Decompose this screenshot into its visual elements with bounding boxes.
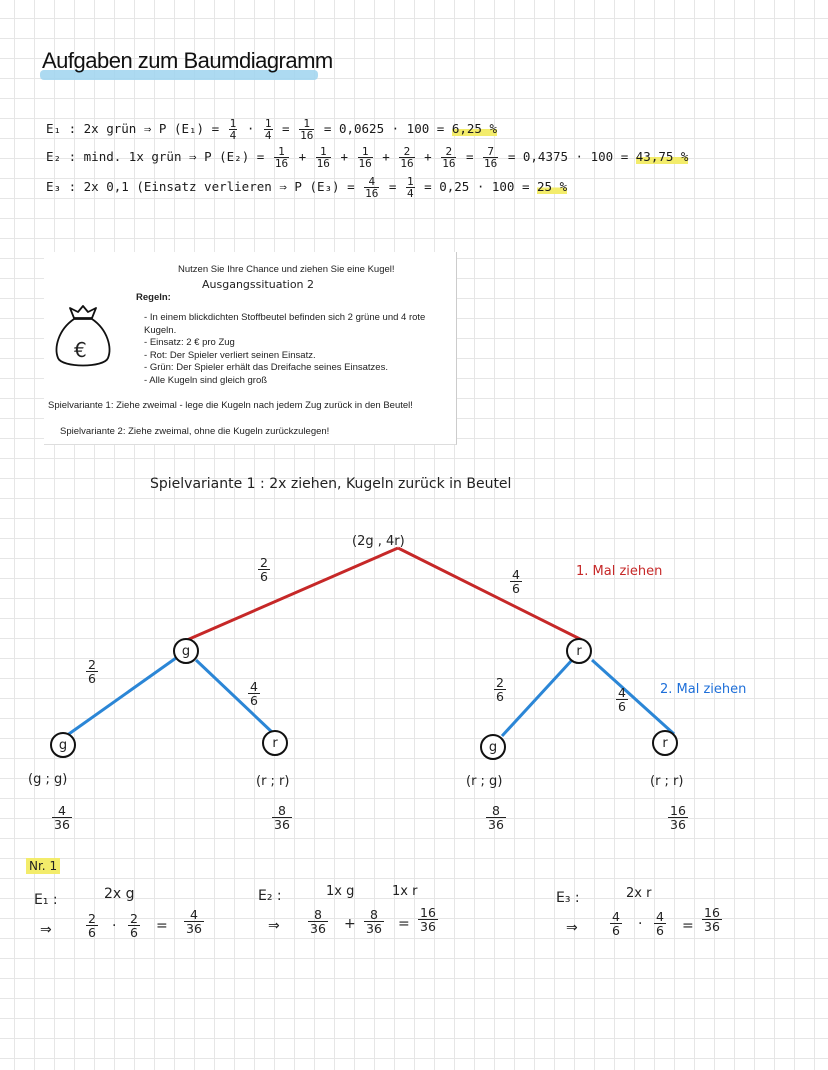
p-root-r: 4 6: [512, 567, 520, 596]
rules-label: Regeln:: [136, 292, 171, 303]
p-r-r: 4 6: [618, 685, 626, 714]
e1-result: 6,25 %: [451, 121, 497, 136]
box-handwritten-title: Ausgangssituation 2: [202, 278, 315, 291]
task-number: Nr. 1: [26, 858, 60, 874]
result-e1-dot: ·: [112, 918, 117, 934]
result-e2-note2: 1x r: [392, 884, 418, 899]
leaf-prob-2: 8 36: [274, 803, 290, 832]
e3-text: 2x 0,1 (Einsatz verlieren: [83, 179, 272, 194]
result-e2-frac-r: 16 36: [420, 905, 436, 934]
box-header: Nutzen Sie Ihre Chance und ziehen Sie eine Kugel!: [178, 264, 395, 275]
rule-item: - Einsatz: 2 € pro Zug: [144, 337, 454, 350]
result-e2-frac-b: 8 36: [366, 907, 382, 936]
result-e2-plus: +: [344, 916, 356, 932]
e3-frac-2: $\frac{1}{4}$: [406, 175, 414, 200]
variant-2: Spielvariante 2: Ziehe zweimal, ohne die Kugeln zurückzulegen!: [60, 426, 330, 437]
result-e2-eq: =: [398, 916, 410, 932]
first-draw-label: 1. Mal ziehen: [576, 564, 663, 579]
leaf-pair-3: (r ; g): [466, 774, 503, 789]
branch-root-r: [398, 548, 582, 640]
branch-r-g: [502, 660, 572, 736]
branch-r-r: [592, 660, 674, 734]
leaf-node-3: g: [480, 734, 506, 760]
e3-frac-1: $\frac{4}{16}$: [365, 175, 379, 200]
leaf-node-4: r: [652, 730, 678, 756]
result-e2-frac-a: 8 36: [310, 907, 326, 936]
e2-frac-4: $\frac{2}{16}$: [400, 145, 414, 170]
leaf-pair-1: (g ; g): [28, 772, 68, 787]
result-e3-frac-r: 16 36: [704, 905, 720, 934]
e1-text: 2x grün: [83, 121, 137, 136]
result-e1-frac-b: 2 6: [130, 911, 138, 940]
e2-frac-2: $\frac{1}{16}$: [316, 145, 330, 170]
e3-result: 25 %: [537, 179, 568, 194]
result-e1-arrow: ⇒: [40, 922, 52, 938]
e3-label: E₃ :: [46, 179, 77, 194]
bag-euro-symbol: €: [74, 338, 87, 362]
rule-item: - Alle Kugeln sind gleich groß: [144, 375, 454, 388]
leaf-pair-4: (r ; r): [650, 774, 684, 789]
branch-root-g: [187, 548, 398, 640]
result-e3-arrow: ⇒: [566, 920, 578, 936]
page-title: Aufgaben zum Baumdiagramm: [42, 48, 333, 73]
p-r-g: 2 6: [496, 675, 504, 704]
leaf-prob-4: 16 36: [670, 803, 686, 832]
result-e1-eq: =: [156, 918, 168, 934]
result-e3-frac-a: 4 6: [612, 909, 620, 938]
e1-frac-1: $\frac{1}{4}$: [229, 117, 237, 142]
leaf-prob-1: 4 36: [54, 803, 70, 832]
result-e3-frac-b: 4 6: [656, 909, 664, 938]
node-g-level1: g: [173, 638, 199, 664]
e1-frac-3: $\frac{1}{16}$: [300, 117, 314, 142]
p-g-r: 4 6: [250, 679, 258, 708]
result-e1-label: E₁ :: [34, 892, 58, 908]
second-draw-label: 2. Mal ziehen: [660, 682, 747, 697]
rule-item: - Rot: Der Spieler verliert seinen Einsatz.: [144, 350, 454, 363]
rule-item: - Grün: Der Spieler erhält das Dreifache seines Einsatzes.: [144, 362, 454, 375]
leaf-node-1: g: [50, 732, 76, 758]
event-e1-line: E₁ : 2x grün ⇒ P (E₁) = $\frac{1}{4}$ · $\frac{1}{4}$ = $\frac{1}{16}$ = 0,0625 · 100 = 6,25 %: [46, 117, 497, 142]
node-r-level1: r: [566, 638, 592, 664]
rule-item: - In einem blickdichten Stoffbeutel befinden sich 2 grüne und 4 rote Kugeln.: [144, 312, 454, 337]
result-e2-arrow: ⇒: [268, 918, 280, 934]
event-e2-line: E₂ : mind. 1x grün ⇒ P (E₂) = $\frac{1}{16}$ + $\frac{1}{16}$ + $\frac{1}{16}$ + $\frac{2}{16}$ + $\frac{2}{16}$ = $\frac{7}{16}$ = 0,4375 · 100 = 43,75 %: [46, 145, 689, 170]
result-e2-label: E₂ :: [258, 888, 282, 904]
result-e3-label: E₃ :: [556, 890, 580, 906]
branch-g-g: [66, 658, 176, 736]
e2-frac-1: $\frac{1}{16}$: [274, 145, 289, 170]
e1-frac-2: $\frac{1}{4}$: [264, 117, 272, 142]
leaf-node-2: r: [262, 730, 288, 756]
e1-label: E₁ :: [46, 121, 77, 136]
p-g-g: 2 6: [88, 657, 96, 686]
e2-frac-sum: $\frac{7}{16}$: [484, 145, 498, 170]
result-e3-dot: ·: [638, 916, 643, 932]
tree-root-label: (2g , 4r): [352, 534, 405, 549]
result-e1-frac-a: 2 6: [88, 911, 96, 940]
e2-label: E₂ :: [46, 149, 77, 164]
e2-text: mind. 1x grün: [83, 149, 182, 164]
leaf-pair-2: (r ; r): [256, 774, 290, 789]
result-e3-note: 2x r: [626, 886, 652, 901]
leaf-prob-3: 8 36: [488, 803, 504, 832]
result-e1-frac-r: 4 36: [186, 907, 202, 936]
result-e3-eq: =: [682, 918, 694, 934]
e2-result: 43,75 %: [635, 149, 689, 164]
result-e1-note: 2x g: [104, 886, 135, 902]
branch-g-r: [196, 660, 274, 734]
p-root-g: 2 6: [260, 555, 268, 584]
result-e2-note1: 1x g: [326, 884, 355, 899]
tree-heading: Spielvariante 1 : 2x ziehen, Kugeln zurück in Beutel: [150, 476, 512, 492]
e2-frac-3: $\frac{1}{16}$: [358, 145, 372, 170]
event-e3-line: E₃ : 2x 0,1 (Einsatz verlieren ⇒ P (E₃) = $\frac{4}{16}$ = $\frac{1}{4}$ = 0,25 · 100 = 25 %: [46, 175, 568, 200]
e2-frac-5: $\frac{2}{16}$: [442, 145, 456, 170]
variant-1: Spielvariante 1: Ziehe zweimal - lege die Kugeln nach jedem Zug zurück in den Beutel!: [48, 400, 413, 411]
